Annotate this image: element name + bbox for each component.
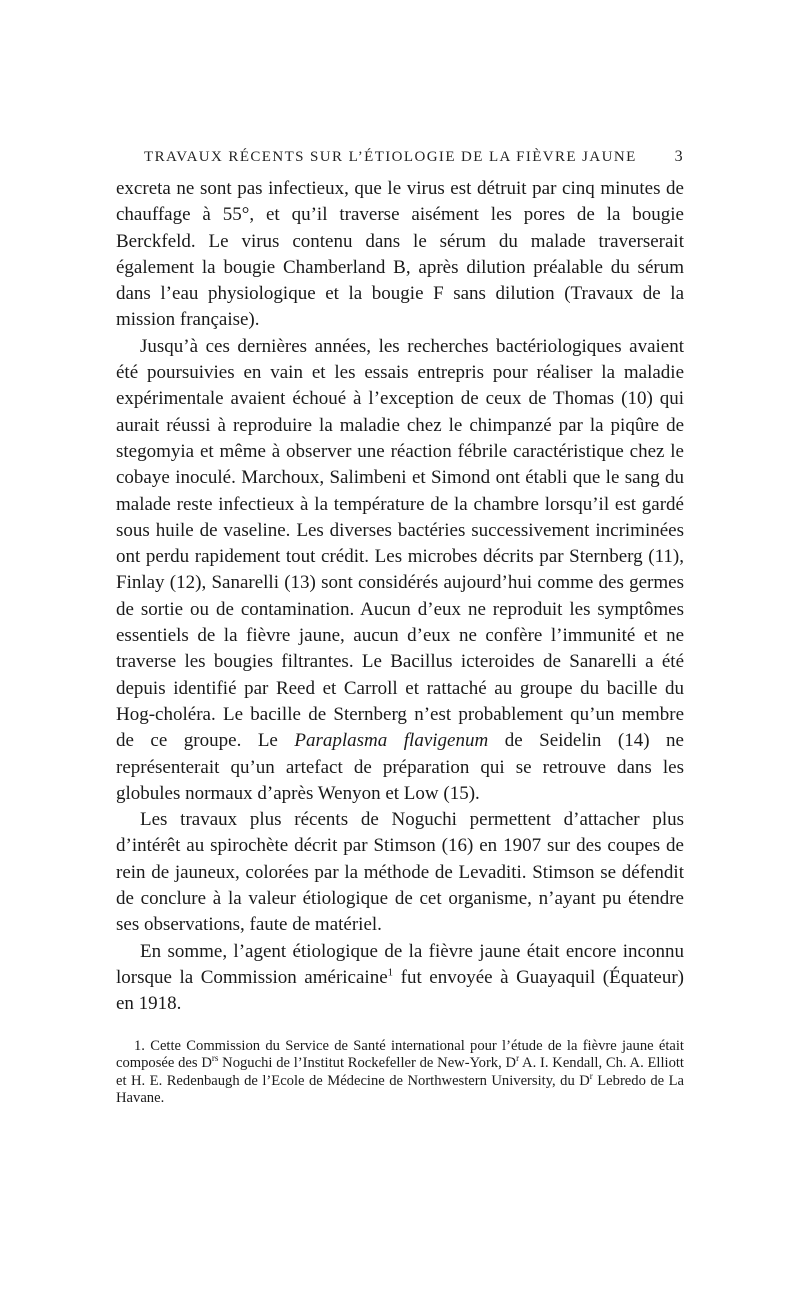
paragraph-text: fut envoyée à Guayaquil (Équateur) en 1918. [116, 966, 684, 1015]
footnote-text: Lebredo de La Havane. [116, 1072, 684, 1106]
footnote-text: 1. Cette Commission du Service de Santé international pour l’étude de la fièvre jaune était composée des D [116, 1037, 684, 1071]
page-number: 3 [674, 148, 684, 165]
footnote-text: A. I. Kendall, Ch. A. Elliott et H. E. Redenbaugh de l’Ecole de Médecine de Northwestern University, du D [116, 1055, 684, 1089]
paragraph-4 [116, 939, 684, 1018]
paragraph-2 [116, 334, 684, 807]
paragraph-text: En somme, l’agent étiologique de la fièvre jaune était encore inconnu lorsque la Commission américaine [116, 940, 684, 988]
book-page [116, 148, 684, 1108]
running-header [116, 148, 684, 166]
title-abbrev: rs [211, 1053, 219, 1064]
paragraph-3 [116, 807, 684, 938]
paragraph-text: de Seidelin (14) ne représenterait qu’un artefact de préparation qui se retrouve dans les globules normaux d’après Wenyon et Low (15). [116, 730, 684, 804]
footnote-marker: 1 [387, 966, 394, 979]
title-abbrev: r [589, 1070, 593, 1081]
footnote-text: Noguchi de l’Institut Rockefeller de New-York, D [218, 1055, 517, 1071]
footnote-1 [116, 1038, 684, 1108]
running-title: TRAVAUX RÉCENTS SUR L’ÉTIOLOGIE DE LA FIÈVRE JAUNE [144, 149, 637, 165]
title-abbrev: r [516, 1053, 520, 1064]
paragraph-text: Les travaux plus récents de Noguchi permettent d’attacher plus d’intérêt au spirochète décrit par Stimson (16) en 1907 sur des coupes de rein de jauneux, colorées par la méthode de Levaditi. Stimson se défendit de conclure à la valeur étiologique de cet organisme, n’ayant pu étendre ses observations, faute de matériel. [116, 809, 684, 936]
paragraph-1 [116, 176, 684, 334]
species-name: Paraplasma flavigenum [294, 730, 489, 752]
paragraph-text: excreta ne sont pas infectieux, que le virus est détruit par cinq minutes de chauffage à 55°, et qu’il traverse aisément les pores de la bougie Berckfeld. Le virus contenu dans le sérum du malade traverserait également la bougie Chamberland B, après dilution préalable du sérum dans l’eau physiologique et la bougie F sans dilution (Travaux de la mission française). [116, 178, 684, 331]
body-text [116, 176, 684, 1018]
paragraph-text: Jusqu’à ces dernières années, les recherches bactériologiques avaient été poursuivies en vain et les essais entrepris pour réaliser la maladie expérimentale avaient échoué à l’exception de ceux de Thomas (10) qui aurait réussi à reproduire la maladie chez le chimpanzé par la piqûre de stegomyia et même à observer une réaction fébrile caractéristique chez le cobaye inoculé. Marchoux, Salimbeni et Simond ont établi que le sang du malade reste infectieux à la température de la chambre lorsqu’il est gardé sous huile de vaseline. Les diverses bactéries successivement incriminées ont perdu rapidement tout crédit. Les microbes décrits par Sternberg (11), Finlay (12), Sanarelli (13) sont considérés aujourd’hui comme des germes de sortie ou de contamination. Aucun d’eux ne reproduit les symptômes essentiels de la fièvre jaune, aucun d’eux ne confère l’immunité et ne traverse les bougies filtrantes. Le Bacillus icteroides de Sanarelli a été depuis identifié par Reed et Carroll et rattaché au groupe du bacille du Hog-choléra. Le bacille de Sternberg n’est probablement qu’un membre de ce groupe. Le [116, 335, 684, 752]
footnotes [116, 1038, 684, 1108]
